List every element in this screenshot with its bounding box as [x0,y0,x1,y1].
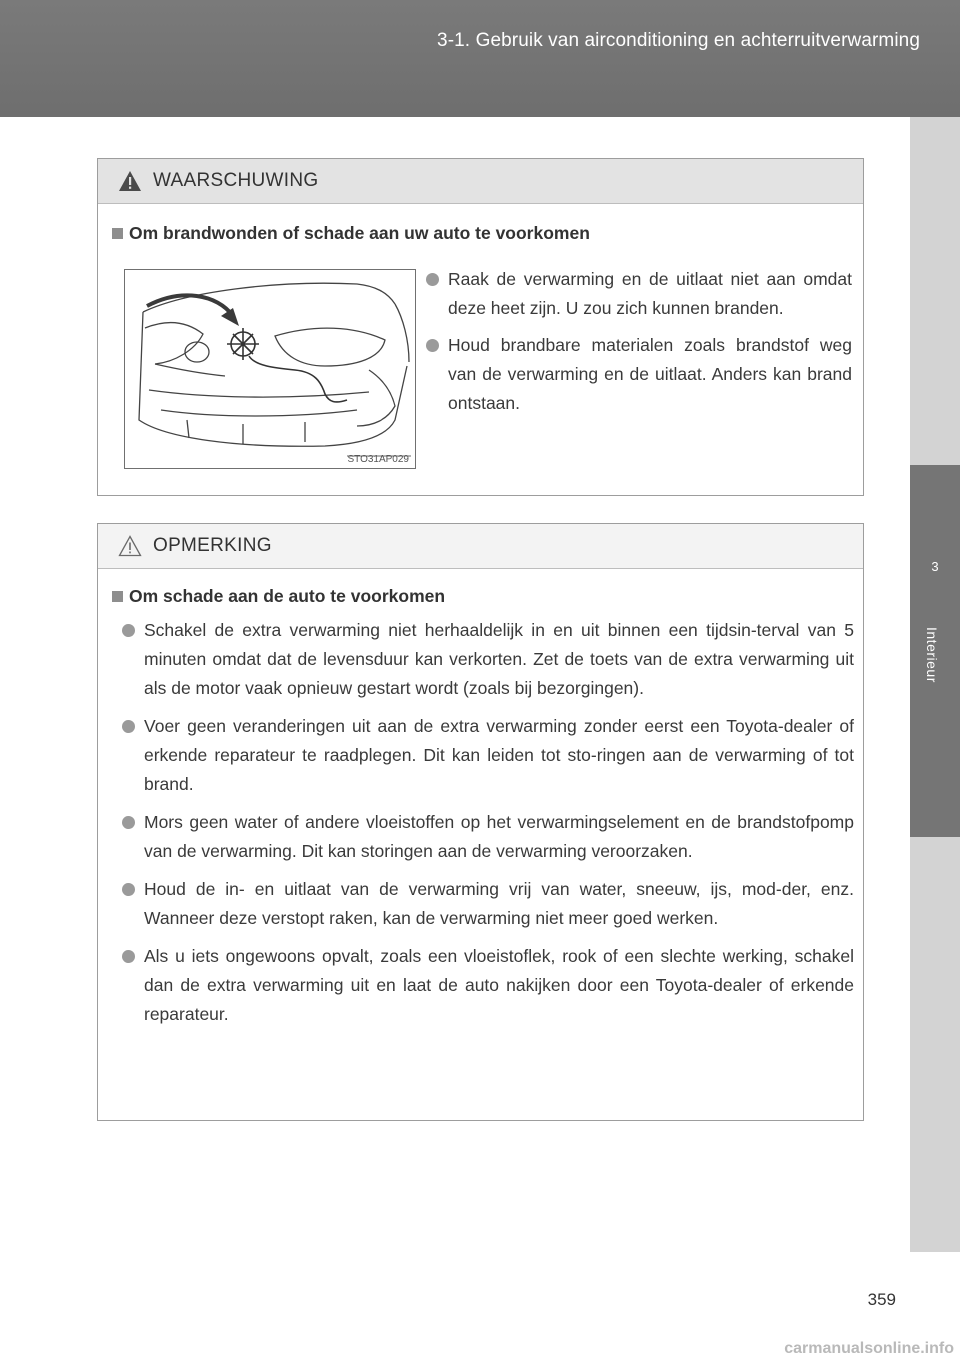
list-item: Houd brandbare materialen zoals brandstof weg van de verwarming en de uitlaat. Anders kan brand ontstaan. [424,331,852,418]
chapter-label: Interieur [924,627,940,683]
chapter-number: 3 [931,559,939,574]
warning-header [98,159,863,204]
notice-subheading [112,586,445,607]
list-item: Houd de in- en uitlaat van de verwarming vrij van water, sneeuw, ijs, mod-der, enz. Wanneer deze verstopt raken, kan de verwarming niet meer goed werken. [120,875,854,933]
list-item: Voer geen veranderingen uit aan de extra verwarming zonder eerst een Toyota-dealer of erkende reparateur te raadplegen. Dit kan leiden tot sto-ringen aan de verwarming of tot brand. [120,712,854,799]
warning-triangle-icon [118,170,142,192]
list-item: Raak de verwarming en de uitlaat niet aan omdat deze heet zijn. U zou zich kunnen branden. [424,265,852,323]
chapter-side-tab [910,117,960,1252]
list-item: Mors geen water of andere vloeistoffen op het verwarmingselement en de brandstofpomp van de verwarming. Dit kan storingen aan de verwarming veroorzaken. [120,808,854,866]
watermark: carmanualsonline.info [784,1340,954,1357]
header-band [0,0,960,117]
bullet-dot-icon [122,950,135,963]
bullet-dot-icon [122,720,135,733]
warning-box [97,158,864,496]
warning-bullet-list [424,265,852,426]
warning-subheading [112,223,590,244]
bullet-dot-icon [426,339,439,352]
warning-title: WAARSCHUWING [153,170,319,191]
square-bullet-icon [112,228,123,239]
section-title: 3-1. Gebruik van airconditioning en achterruitverwarming [437,30,920,51]
page-number: 359 [867,1290,896,1309]
caution-triangle-outline-icon [118,535,142,557]
warning-subheading-text: Om brandwonden of schade aan uw auto te voorkomen [129,223,590,243]
square-bullet-icon [112,591,123,602]
notice-bullet-list [120,616,854,1038]
notice-header [98,524,863,569]
list-item: Schakel de extra verwarming niet herhaaldelijk in en uit binnen een tijdsin-terval van 5 minuten omdat dat de levensduur kan verkorten. Zet de toets van de extra verwarming uit als de motor vaak opnieuw gestart wordt (zoals bij bezorgingen). [120,616,854,703]
bullet-dot-icon [122,883,135,896]
heater-illustration [124,269,416,469]
bullet-dot-icon [122,624,135,637]
bullet-dot-icon [426,273,439,286]
bullet-dot-icon [122,816,135,829]
notice-title: OPMERKING [153,535,272,556]
list-item: Als u iets ongewoons opvalt, zoals een vloeistoflek, rook of een slechte werking, schakel dan de extra verwarming uit en laat de auto nakijken door een Toyota-dealer of erkende reparateur. [120,942,854,1029]
notice-box [97,523,864,1121]
figure-code: STO31AP029 [347,454,409,465]
car-front-drawing [125,270,415,468]
notice-subheading-text: Om schade aan de auto te voorkomen [129,586,446,606]
